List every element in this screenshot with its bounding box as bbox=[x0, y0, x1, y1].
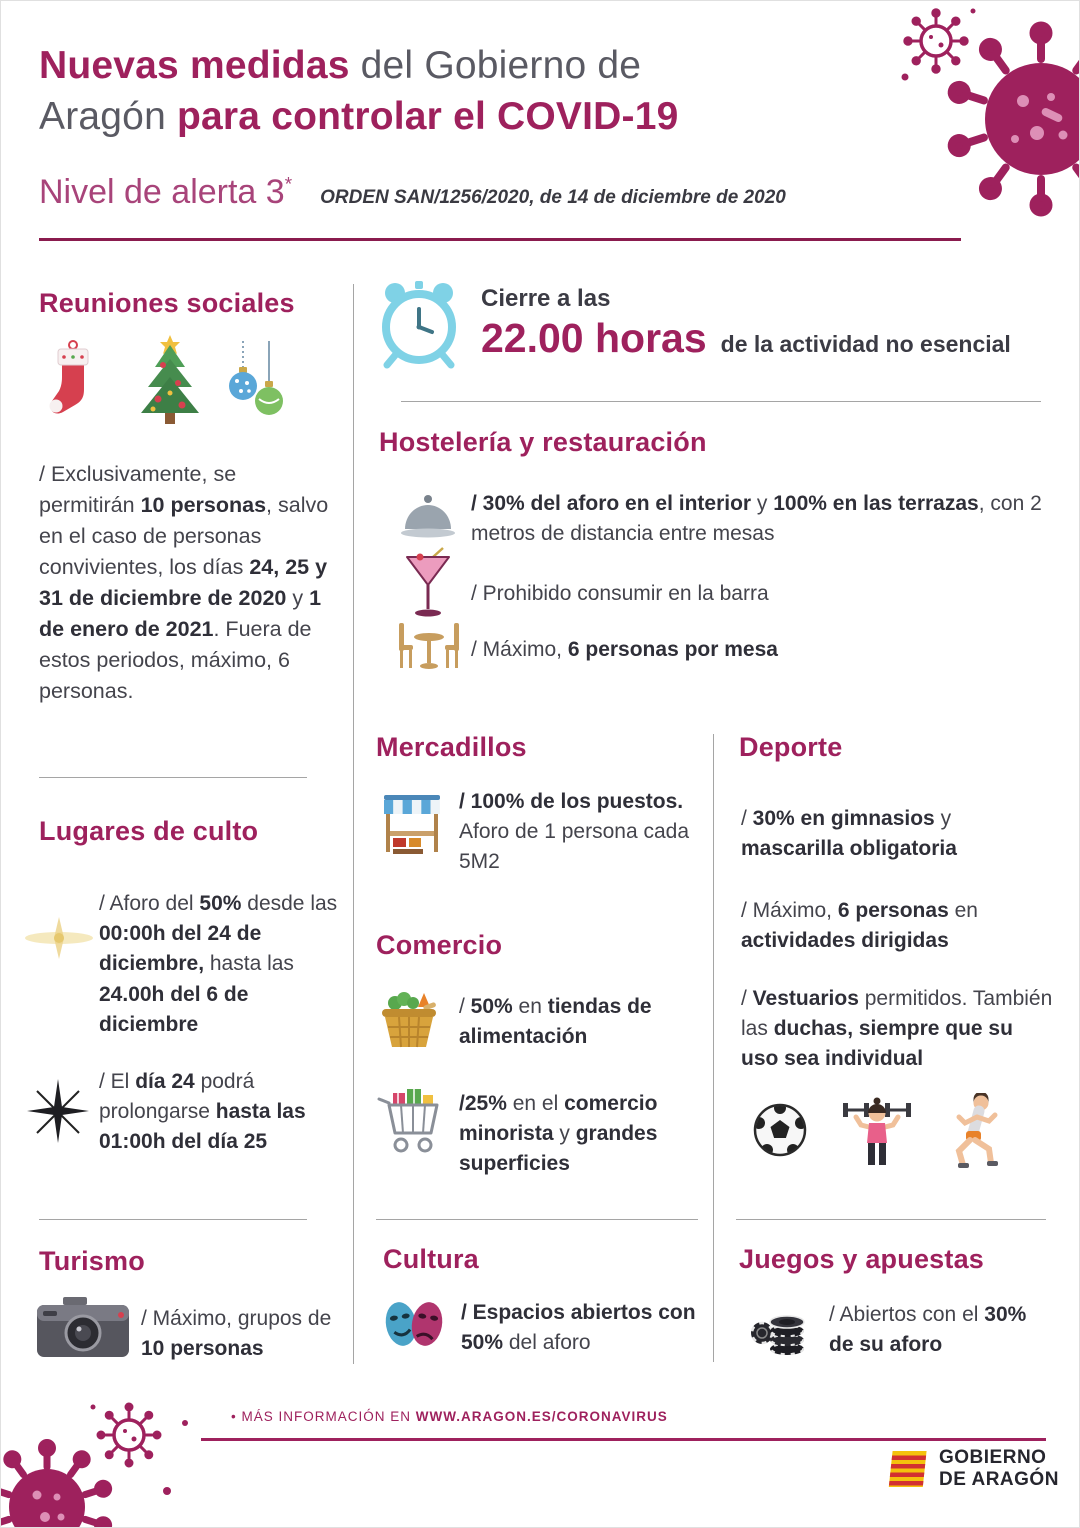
hosteleria-item-2: / Prohibido consumir en la barra bbox=[471, 582, 769, 605]
hosteleria-item-1: / 30% del aforo en el interior y 100% en las terrazas, con 2 metros de distancia entre mesas bbox=[471, 492, 1042, 546]
closure-time: 22.00 horas bbox=[481, 315, 707, 361]
camera-icon bbox=[35, 1295, 131, 1361]
alarm-clock-icon bbox=[373, 277, 465, 369]
cultura-item-1: / Espacios abiertos con 50% del aforo bbox=[461, 1301, 696, 1355]
runner-icon bbox=[945, 1093, 1007, 1171]
divider bbox=[353, 284, 354, 1364]
virus-icon bbox=[891, 1, 1080, 246]
section-title-culto: Lugares de culto bbox=[39, 816, 259, 846]
header-rule bbox=[39, 238, 961, 241]
alert-asterisk: * bbox=[284, 174, 293, 196]
cocktail-icon bbox=[405, 547, 451, 623]
comercio-item-1: / 50% en tiendas de alimentación bbox=[459, 995, 652, 1049]
logo-text bbox=[939, 1447, 1059, 1491]
aragon-flag-icon bbox=[885, 1447, 929, 1491]
candle-glow-icon bbox=[23, 913, 95, 963]
cloche-icon bbox=[399, 493, 457, 541]
shopping-cart-icon bbox=[377, 1087, 443, 1157]
market-stall-icon bbox=[383, 793, 441, 857]
comercio-item-2: /25% en el comercio minorista y grandes superficies bbox=[459, 1092, 658, 1176]
closure-banner bbox=[481, 285, 1011, 362]
logo-line2: DE ARAGÓN bbox=[939, 1469, 1059, 1490]
table-chairs-icon bbox=[397, 621, 461, 671]
footer-info: • MÁS INFORMACIÓN EN WWW.ARAGON.ES/CORONAVIRUS bbox=[231, 1409, 668, 1424]
section-title-juegos: Juegos y apuestas bbox=[739, 1244, 985, 1274]
christmas-tree-icon bbox=[129, 333, 211, 431]
deporte-item-2: / Máximo, 6 personas en actividades dirigidas bbox=[741, 899, 978, 953]
closure-line2: de la actividad no esencial bbox=[720, 331, 1011, 357]
food-basket-icon bbox=[379, 991, 439, 1051]
deporte-item-3: / Vestuarios permitidos. También las duchas, siempre que su uso sea individual bbox=[741, 987, 1053, 1071]
divider bbox=[736, 1219, 1046, 1220]
mercadillos-item-1: / 100% de los puestos. Aforo de 1 persona cada 5M2 bbox=[459, 790, 689, 874]
juegos-item-1: / Abiertos con el 30% de su aforo bbox=[829, 1303, 1027, 1357]
culto-item-2: / El día 24 podrá prolongarse hasta las 01:00h del día 25 bbox=[99, 1070, 306, 1154]
section-title-hosteleria: Hostelería y restauración bbox=[379, 427, 707, 457]
poker-chips-icon bbox=[749, 1295, 809, 1359]
closure-line1: Cierre a las bbox=[481, 285, 611, 312]
virus-icon bbox=[0, 1393, 199, 1528]
page-title: Nuevas medidas del Gobierno de Aragón para controlar el COVID-19 bbox=[39, 44, 679, 138]
order-reference: ORDEN SAN/1256/2020, de 14 de diciembre de 2020 bbox=[320, 187, 786, 208]
section-title-reuniones: Reuniones sociales bbox=[39, 288, 295, 318]
section-title-deporte: Deporte bbox=[739, 732, 843, 762]
section-title-comercio: Comercio bbox=[376, 930, 503, 960]
logo-line1: GOBIERNO bbox=[939, 1447, 1047, 1469]
divider bbox=[713, 734, 714, 1362]
alert-level: Nivel de alerta 3* bbox=[39, 173, 293, 211]
gobierno-aragon-logo bbox=[885, 1447, 1059, 1491]
divider bbox=[39, 1219, 307, 1220]
divider bbox=[376, 1219, 698, 1220]
soccer-ball-icon bbox=[753, 1103, 807, 1157]
section-title-mercadillos: Mercadillos bbox=[376, 732, 527, 762]
star-icon bbox=[27, 1079, 89, 1143]
stocking-icon bbox=[46, 339, 101, 427]
section-title-turismo: Turismo bbox=[39, 1246, 145, 1276]
hosteleria-item-3: / Máximo, 6 personas por mesa bbox=[471, 638, 778, 661]
theater-masks-icon bbox=[381, 1297, 447, 1351]
culto-item-1: / Aforo del 50% desde las 00:00h del 24 de diciembre, hasta las 24.00h del 6 de diciembre bbox=[99, 892, 338, 1036]
footer-rule bbox=[201, 1438, 1046, 1441]
section-title-cultura: Cultura bbox=[383, 1244, 479, 1274]
turismo-item-1: / Máximo, grupos de 10 personas bbox=[141, 1307, 332, 1361]
divider bbox=[401, 401, 1041, 402]
divider bbox=[39, 777, 307, 778]
baubles-icon bbox=[223, 341, 289, 429]
deporte-item-1: / 30% en gimnasios y mascarilla obligatoria bbox=[741, 807, 957, 861]
reuniones-text: / Exclusivamente, se permitirán 10 personas, salvo en el caso de personas convivientes, los días 24, 25 y 31 de diciembre de 2020 y 1 de enero de 2021. Fuera de estos periodos, máximo, 6 personas. bbox=[39, 462, 329, 703]
dumbbells-icon bbox=[837, 1095, 917, 1169]
